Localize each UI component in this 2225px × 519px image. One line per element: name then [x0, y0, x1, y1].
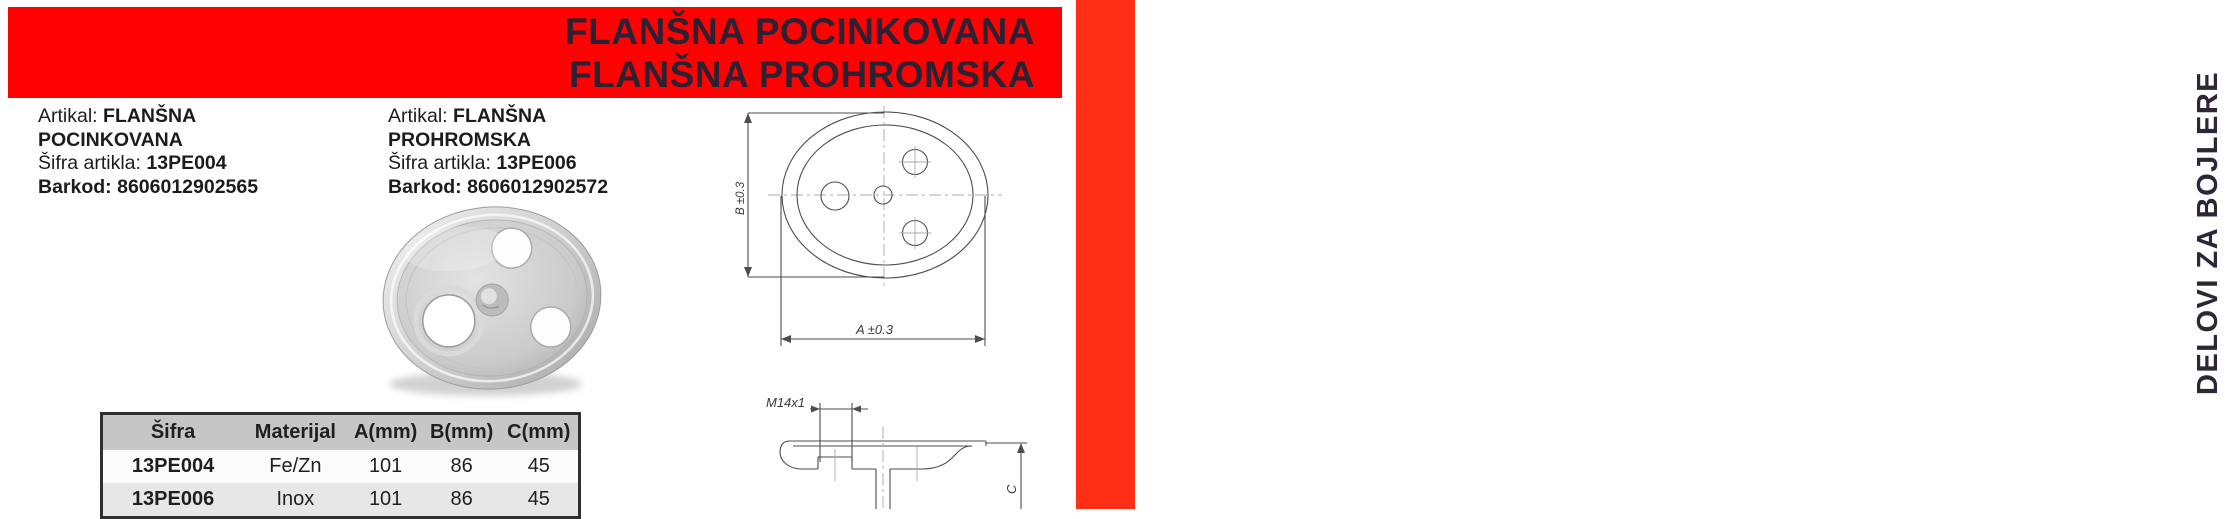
artikal-name: FLANŠNA [453, 105, 547, 127]
header-title-line1: FLANŠNA POCINKOVANA [565, 10, 1035, 52]
barkod-value: 8606012902565 [117, 175, 259, 198]
artikal-name-line2: PROHROMSKA [388, 128, 532, 151]
artikal-name: FLANŠNA [103, 105, 197, 127]
col-header-b: B(mm) [424, 415, 500, 450]
col-header-materijal: Materijal [243, 415, 348, 450]
dim-label-a: A ±0.3 [856, 322, 894, 337]
barkod-label: Barkod: [388, 175, 462, 198]
cell-materijal: Inox [243, 483, 348, 516]
sifra-label: Šifra artikla: [38, 152, 141, 174]
barkod-value: 8606012902572 [467, 175, 609, 198]
artikal-label: Artikal: [38, 105, 98, 127]
spec-table-header-row [103, 415, 578, 450]
cell-sifra: 13PE004 [103, 450, 243, 483]
thread-label: M14x1 [766, 395, 806, 410]
col-header-a: A(mm) [348, 415, 424, 450]
sifra-value: 13PE006 [496, 152, 577, 174]
table-row [103, 483, 578, 516]
cell-b: 86 [424, 483, 500, 516]
col-header-c: C(mm) [500, 415, 578, 450]
spec-table [100, 412, 581, 519]
cell-b: 86 [424, 450, 500, 483]
category-label: DELOVI ZA BOJLERE [2192, 70, 2224, 395]
side-view-drawing [780, 403, 1027, 509]
cell-materijal: Fe/Zn [243, 450, 348, 483]
table-row [103, 450, 578, 483]
sifra-label: Šifra artikla: [388, 152, 491, 174]
sifra-value: 13PE004 [146, 152, 227, 174]
col-header-sifra: Šifra [103, 415, 243, 450]
cell-c: 45 [500, 450, 578, 483]
cell-c: 45 [500, 483, 578, 516]
dim-label-c: C [1004, 484, 1019, 494]
dim-label-b: B ±0.3 [735, 181, 747, 215]
cell-sifra: 13PE006 [103, 483, 243, 516]
header-title-line2: FLANŠNA PROHROMSKA [568, 53, 1035, 95]
cell-a: 101 [348, 483, 424, 516]
barkod-label: Barkod: [38, 175, 112, 198]
artikal-label: Artikal: [388, 105, 448, 127]
artikal-name-line2: POCINKOVANA [38, 128, 183, 151]
top-view-drawing [744, 106, 1002, 346]
cell-a: 101 [348, 450, 424, 483]
